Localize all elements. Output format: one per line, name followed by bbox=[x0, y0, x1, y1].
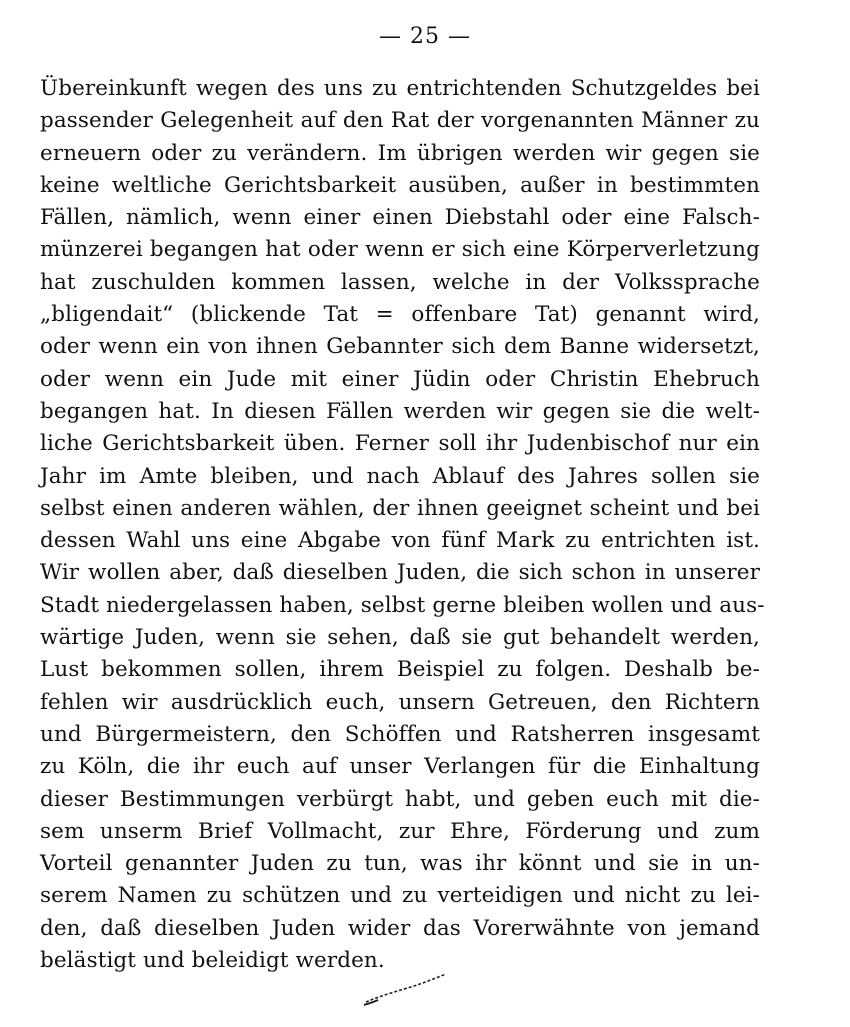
text-line: fehlen wir ausdrücklich euch, unsern Getreuen, den Richtern bbox=[40, 689, 760, 715]
text-line: Lust bekommen sollen, ihrem Beispiel zu folgen. Deshalb be- bbox=[40, 657, 760, 683]
text-line-last: belästigt und beleidigt werden. bbox=[40, 948, 385, 974]
text-line: dessen Wahl uns eine Abgabe von fünf Mark zu entrichten ist. bbox=[40, 528, 760, 554]
text-line: hat zuschulden kommen lassen, welche in der Volkssprache bbox=[40, 269, 760, 295]
text-line: serem Namen zu schützen und zu verteidigen und nicht zu lei- bbox=[40, 883, 760, 909]
text-line: wärtige Juden, wenn sie sehen, daß sie gut behandelt werden, bbox=[40, 625, 760, 651]
text-line: Übereinkunft wegen des uns zu entrichtenden Schutzgeldes bei bbox=[40, 76, 760, 101]
text-line: Stadt niedergelassen haben, selbst gerne bleiben wollen und aus- bbox=[40, 592, 765, 618]
text-line: Jahr im Amte bleiben, und nach Ablauf des Jahres sollen sie bbox=[40, 463, 760, 489]
text-line: begangen hat. In diesen Fällen werden wir gegen sie die welt- bbox=[40, 398, 760, 424]
closing-flourish-icon bbox=[362, 962, 452, 1008]
text-line: dieser Bestimmungen verbürgt habt, und geben euch mit die- bbox=[40, 786, 760, 812]
text-line: den, daß dieselben Juden wider das Vorerwähnte von jemand bbox=[40, 915, 760, 941]
text-line: „bligendait“ (blickende Tat = offenbare Tat) genannt wird, bbox=[40, 302, 760, 328]
page-number: — 25 — bbox=[379, 24, 471, 49]
text-line: passender Gelegenheit auf den Rat der vorgenannten Männer zu bbox=[40, 108, 760, 134]
text-line: keine weltliche Gerichtsbarkeit ausüben, außer in bestimmten bbox=[40, 172, 760, 198]
text-line: oder wenn ein von ihnen Gebannter sich dem Banne widersetzt, bbox=[40, 334, 760, 360]
text-line: und Bürgermeistern, den Schöffen und Ratsherren insgesamt bbox=[40, 721, 760, 747]
text-line: sem unserm Brief Vollmacht, zur Ehre, Förderung und zum bbox=[40, 818, 760, 844]
text-line: selbst einen anderen wählen, der ihnen geeignet scheint und bei bbox=[40, 495, 760, 521]
text-line: münzerei begangen hat oder wenn er sich eine Körperverletzung bbox=[40, 237, 760, 263]
text-line: Wir wollen aber, daß dieselben Juden, die sich schon in unserer bbox=[40, 560, 760, 586]
body-text bbox=[40, 73, 765, 977]
text-line: Fällen, nämlich, wenn einer einen Diebstahl oder eine Falsch- bbox=[40, 205, 760, 231]
text-line: erneuern oder zu verändern. Im übrigen werden wir gegen sie bbox=[40, 140, 760, 166]
text-line: liche Gerichtsbarkeit üben. Ferner soll ihr Judenbischof nur ein bbox=[40, 431, 760, 457]
text-line: zu Köln, die ihr euch auf unser Verlangen für die Einhaltung bbox=[40, 754, 760, 780]
text-line: oder wenn ein Jude mit einer Jüdin oder Christin Ehebruch bbox=[40, 366, 760, 392]
text-line: Vorteil genannter Juden zu tun, was ihr könnt und sie in un- bbox=[40, 851, 760, 877]
